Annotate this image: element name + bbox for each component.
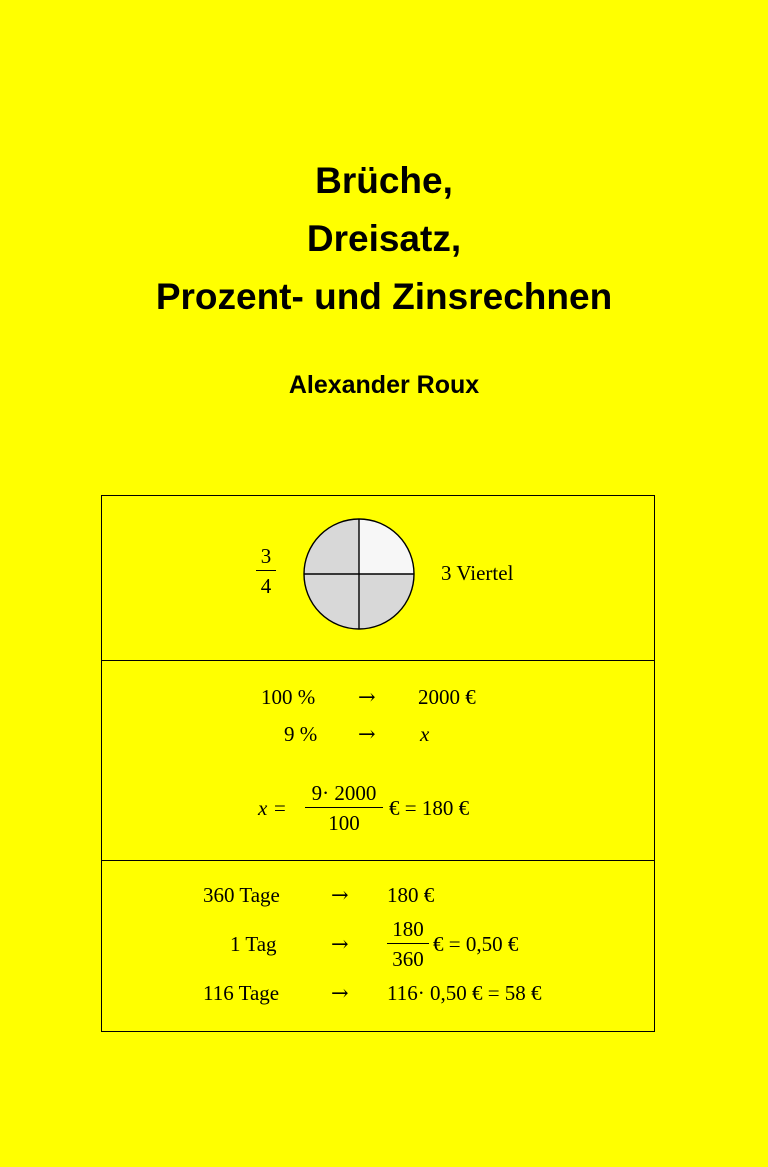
interest-row-1-left: 360 Tage [203,883,280,907]
equation-lhs: x = [258,796,287,820]
fraction-three-quarters [256,544,276,598]
interest-row-2-left: 1 Tag [230,932,277,956]
interest-row-3-left: 116 Tage [203,981,280,1005]
example-box [101,495,655,1032]
percent-row-2-arrow: → [358,722,376,746]
quarter-shaded-bottom-right [359,574,414,629]
author-name: Alexander Roux [288,371,480,399]
percent-row-2-left: 9 % [284,722,318,746]
interest-row-3-arrow: → [331,981,349,1005]
equation-fraction-bar [305,807,383,808]
percent-row-1-right: 2000 € [418,685,476,709]
interest-row-1-right: 180 € [387,883,435,907]
interest-row-2-arrow: → [331,932,349,956]
equation-fraction [305,781,383,835]
percent-row-1-left: 100 % [261,685,316,709]
interest-fraction [387,917,429,971]
interest-row-2-right: € = 0,50 € [433,932,519,956]
interest-fraction-numerator: 180 [392,917,424,941]
quarter-circle-diagram [302,517,416,631]
interest-row-1-arrow: → [331,883,349,907]
interest-row-3-right: 116· 0,50 € = 58 € [387,981,542,1005]
panel-divider-2 [102,860,654,861]
interest-fraction-denominator: 360 [392,947,424,971]
title-line-2: Dreisatz, [306,218,462,259]
fraction-bar [256,570,276,571]
fraction-label: 3 Viertel [441,561,514,585]
equation-rhs: € = 180 € [389,796,470,820]
interest-fraction-bar [387,943,429,944]
quarter-shaded-bottom-left [304,574,359,629]
quarter-unshaded-top-right [359,519,414,574]
title-line-3: Prozent- und Zinsrechnen [155,276,613,317]
fraction-denominator: 4 [260,574,272,598]
percent-row-2-right: x [420,722,430,746]
book-title [0,152,768,326]
title-line-1: Brüche, [315,160,453,201]
equation-numerator: 9· 2000 [311,781,377,805]
percent-row-1-arrow: → [358,685,376,709]
quarter-shaded-top-left [304,519,359,574]
equation-denominator: 100 [328,811,360,835]
panel-divider-1 [102,660,654,661]
fraction-numerator: 3 [260,544,272,568]
